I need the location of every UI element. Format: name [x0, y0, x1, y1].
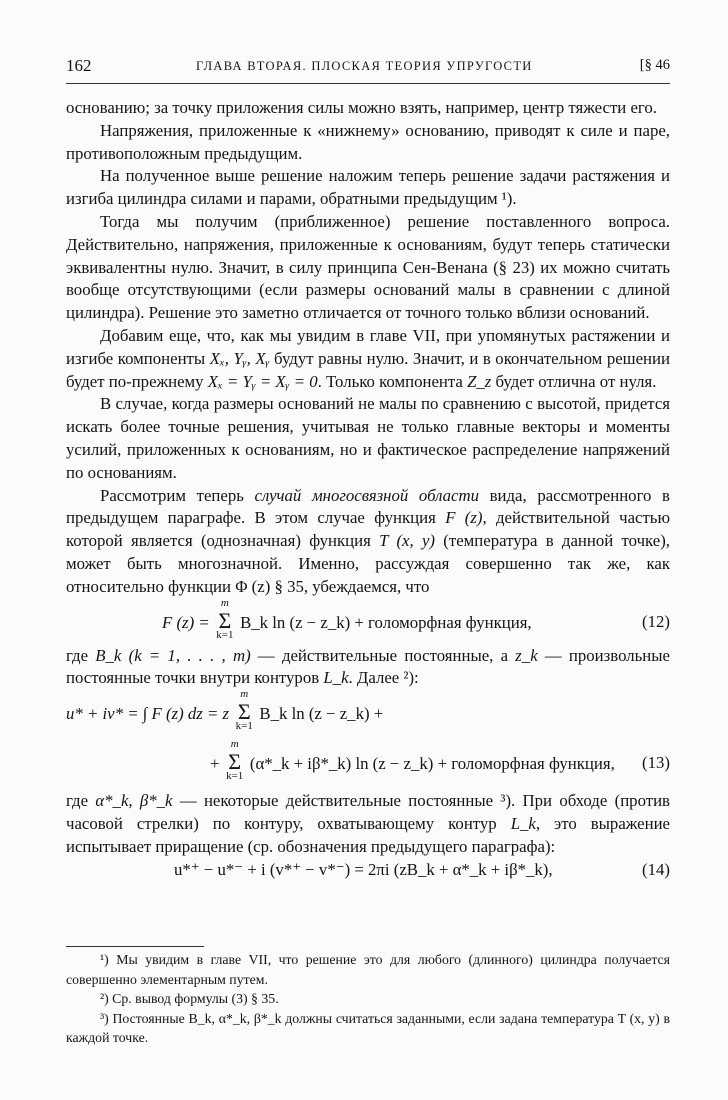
paragraph: Напряжения, приложенные к «нижнему» основанию, приводят к силе и паре, противоположным предыдущим.: [66, 120, 670, 163]
sum-symbol: m Σ k=1: [224, 752, 246, 776]
equation-12: [66, 596, 670, 645]
paragraph: В случае, когда размеры оснований не малы по сравнению с высотой, придется искать более точные решения, учитывая не только главные векторы и моменты усилий, приложенных к основаниям, но и фактическое распределение напряжений по основаниям.: [66, 394, 670, 482]
paragraph: Тогда мы получим (приближенное) решение поставленного вопроса. Действительно, напряжения, приложенные к основаниям, будут теперь статически эквивалентны нулю. Значит, в силу принципа Сен-Венана (§ 23) их можно считать вообще отсутствующими (если размеры оснований малы в сравнении с длиной цилиндра). Решение это заметно отличается от точного только вблизи оснований.: [66, 211, 670, 323]
equation-rhs: B_k ln (z − z_k) +: [259, 704, 384, 724]
math-inline: Xₓ = Yᵧ = Xᵧ = 0: [207, 371, 318, 391]
equation-body: + m Σ k=1 (α*_k + iβ*_k) ln (z − z_k) + голоморфная функция,: [210, 738, 615, 783]
page-number: 162: [66, 56, 92, 75]
math-inline: B_k (k = 1, . . . , m): [95, 645, 251, 665]
math-inline: Xₓ, Yᵧ, Xᵧ: [209, 348, 270, 368]
sum-lower: k=1: [235, 720, 253, 733]
equation-body: [162, 596, 532, 641]
equation-rhs: B_k ln (z − z_k) + голоморфная функция,: [240, 612, 532, 632]
text-run: . Только компонента: [317, 371, 468, 391]
footnote: ¹) Мы увидим в главе VII, что решение это для любого (длинного) цилиндра получается совершенно элементарным путем.: [66, 952, 670, 987]
sum-lower: k=1: [226, 770, 244, 783]
emphasis: случай многосвязной области: [254, 485, 479, 505]
equation-lhs: F (z) =: [162, 612, 214, 632]
footnote-rule: [66, 946, 204, 947]
main-text: [66, 97, 670, 883]
footnote: ³) Постоянные B_k, α*_k, β*_k должны считаться заданными, если задана температура T (x, y) в каждой точке.: [66, 1010, 670, 1045]
running-title: ГЛАВА ВТОРАЯ. ПЛОСКАЯ ТЕОРИЯ УПРУГОСТИ: [196, 59, 533, 73]
math-inline: T (x, y): [379, 531, 435, 551]
text-run: — действительные постоянные, а: [250, 645, 516, 665]
equation-body: [66, 688, 384, 733]
equation-number: (12): [642, 611, 670, 631]
text-run: где: [66, 645, 96, 665]
text-run: вида, рассмотренного в предыдущем параграфе. В этом случае функция: [66, 485, 670, 528]
equation-rhs: (α*_k + iβ*_k) ln (z − z_k) + голоморфная функция,: [249, 754, 615, 774]
text-run: , это выражение испытывает приращение (ср. обозначения предыдущего параграфа):: [66, 813, 670, 856]
sum-symbol: m Σ k=1: [214, 611, 236, 635]
text-run: Рассмотрим теперь: [100, 485, 255, 505]
math-inline: z_k: [515, 645, 538, 665]
text-run: — произвольные постоянные точки внутри контуров: [66, 645, 670, 688]
text-run: — некоторые действительные постоянные ³). При обходе (против часовой стрелки) по контуру, охватывающему контур: [66, 791, 670, 833]
math-inline: L_k: [510, 813, 536, 833]
paragraph: [66, 485, 670, 599]
page-header: [66, 56, 670, 78]
math-inline: L_k: [323, 668, 349, 688]
sum-upper: m: [230, 738, 239, 751]
math-inline: Z_z: [467, 371, 492, 391]
text-run: где: [66, 791, 96, 811]
paragraph: [66, 790, 670, 858]
footnote: ²) Ср. вывод формулы (3) § 35.: [100, 991, 279, 1006]
equation-number: (14): [642, 859, 670, 879]
section-marker: [§ 46: [639, 57, 670, 73]
paragraph: [66, 325, 670, 393]
header-rule: [66, 83, 670, 84]
text-run: (температура в данной точке), может быть многозначной. Именно, рассуждая совершенно так же, как относительно функции Φ (z) § 35, убеждаемся, что: [66, 531, 670, 596]
paragraph: На полученное выше решение наложим теперь решение задачи растяжения и изгиба цилиндра силами и парами, обратными предыдущим ¹).: [66, 166, 670, 209]
equation-13-line1: [66, 690, 670, 740]
text-run: , действительной частью которой является (однозначная) функция: [66, 508, 671, 551]
sum-upper: m: [240, 688, 249, 701]
paragraph: [66, 645, 670, 691]
equation-number: (13): [642, 753, 670, 773]
paragraph: основанию; за точку приложения силы можно взять, например, центр тяжести его.: [66, 98, 657, 117]
equation-14: [66, 859, 670, 883]
text-run: будут равны нулю. Значит, и в окончательном решении будет по-прежнему: [66, 348, 670, 391]
equation-lhs: u* + iv* = ∫ F (z) dz = z: [66, 704, 234, 724]
sum-lower: k=1: [216, 628, 234, 641]
sum-symbol: m Σ k=1: [233, 702, 255, 726]
math-inline: α*_k, β*_k: [95, 791, 173, 811]
text-run: . Далее ²):: [348, 668, 419, 688]
text-run: будет отлична от нуля.: [491, 371, 657, 391]
equation-13-line2: [66, 740, 670, 790]
sum-upper: m: [220, 596, 229, 609]
text-run: Добавим еще, что, как мы увидим в главе VII, при упомянутых растяжении и изгибе компоненты: [66, 325, 670, 368]
footnotes: [66, 950, 670, 1048]
equation-body: u*⁺ − u*⁻ + i (v*⁺ − v*⁻) = 2πi (zB_k + α*_k + iβ*_k),: [174, 859, 553, 879]
math-inline: F (z): [445, 508, 483, 528]
